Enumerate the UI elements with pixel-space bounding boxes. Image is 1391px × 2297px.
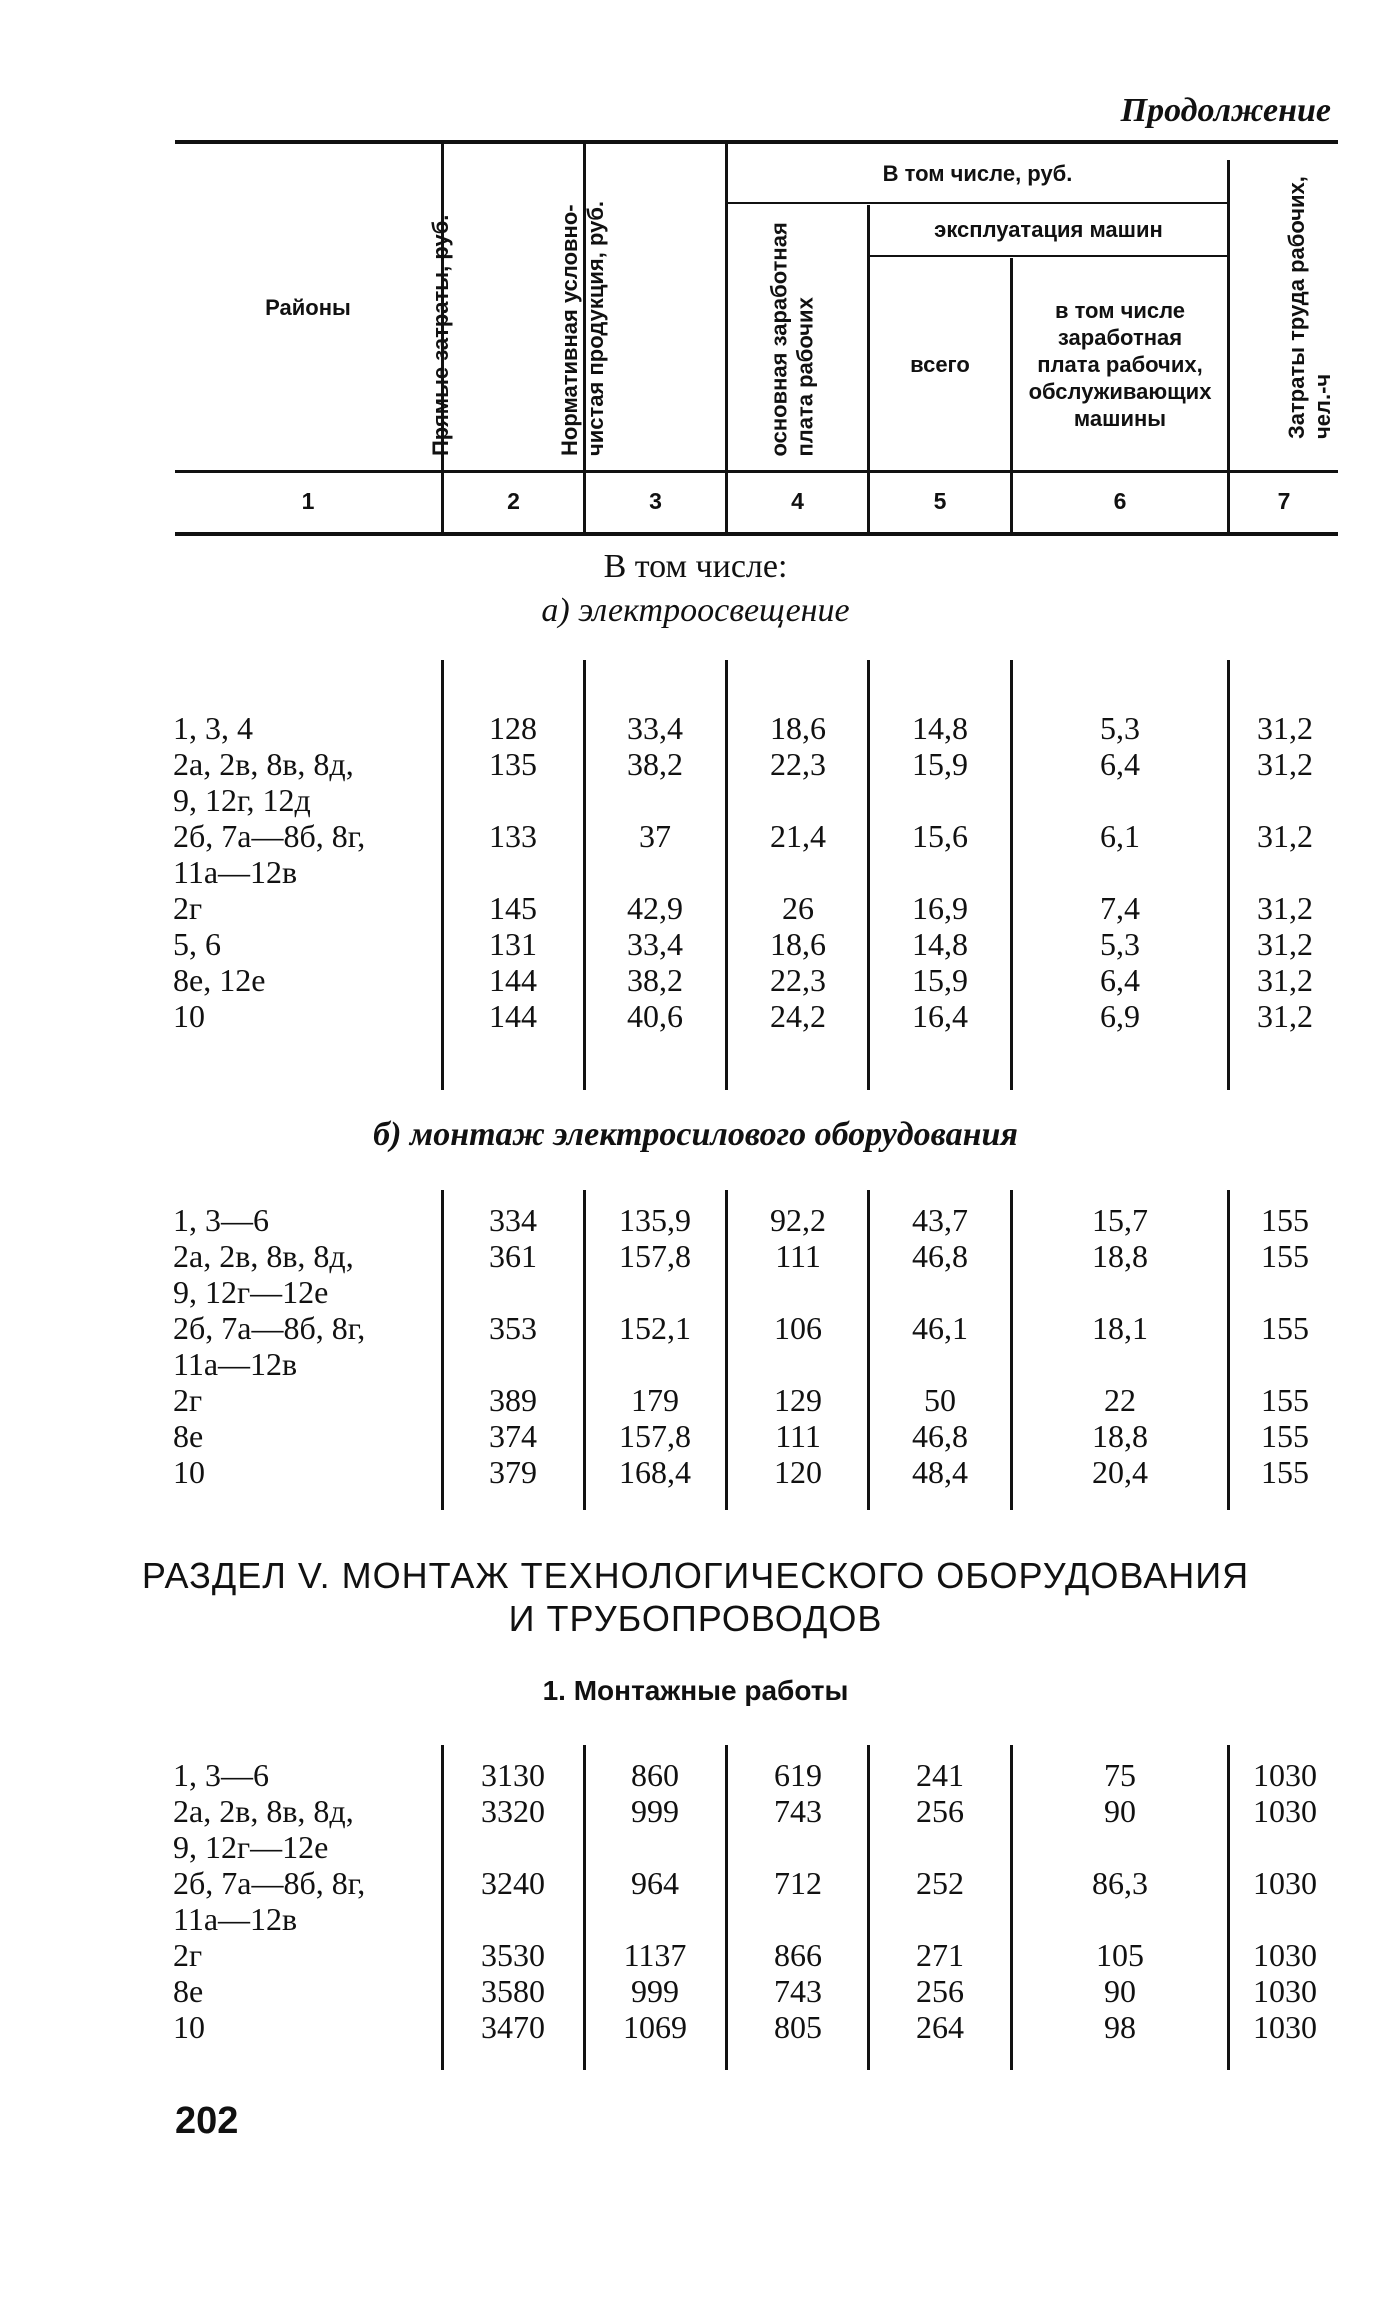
col-number: 3 xyxy=(649,488,662,514)
region-name: 2б, 7а—8б, 8г, xyxy=(173,1865,366,1901)
region-name: 8е xyxy=(173,1973,204,2009)
table-cell: 135,9 xyxy=(619,1202,691,1238)
table-cell: 33,4 xyxy=(627,710,683,746)
table-cell: 964 xyxy=(631,1865,679,1901)
table-cell: 105 xyxy=(1096,1937,1144,1973)
table-cell: 15,9 xyxy=(912,746,968,782)
table-cell: 22,3 xyxy=(770,962,826,998)
table-cell: 5,3 xyxy=(1100,926,1140,962)
table-cell: 133 xyxy=(489,818,537,854)
table-cell: 18,8 xyxy=(1092,1238,1148,1274)
table-cell: 3320 xyxy=(481,1793,545,1829)
col-header-machine-wages: в том числе заработная плата рабочих, обслуживающих машины xyxy=(1028,297,1212,431)
column-divider xyxy=(441,1190,444,1510)
table-cell: 31,2 xyxy=(1257,926,1313,962)
section-v-subtitle: 1. Монтажные работы xyxy=(542,1675,849,1706)
col-number: 5 xyxy=(933,488,947,514)
table-cell: 860 xyxy=(631,1757,679,1793)
table-cell: 75 xyxy=(1104,1757,1136,1793)
continuation-label: Продолжение xyxy=(1120,92,1331,129)
table-cell: 3130 xyxy=(481,1757,545,1793)
table-cell: 389 xyxy=(489,1382,537,1418)
region-name: 2б, 7а—8б, 8г, xyxy=(173,818,366,854)
region-name: 2г xyxy=(173,1382,203,1418)
col-group-incl: В том числе, руб. xyxy=(882,160,1073,186)
table-cell: 20,4 xyxy=(1092,1454,1148,1490)
table-cell: 361 xyxy=(489,1238,537,1274)
table-cell: 144 xyxy=(489,998,537,1034)
table-cell: 264 xyxy=(916,2009,964,2045)
table-cell: 155 xyxy=(1261,1454,1309,1490)
table-cell: 1137 xyxy=(623,1937,687,1973)
table-cell: 374 xyxy=(489,1418,537,1454)
region-name: 8е, 12е xyxy=(173,962,266,998)
table-cell: 111 xyxy=(775,1418,821,1454)
column-divider xyxy=(867,1190,870,1510)
col-header-base-wages: основная заработная плата рабочих xyxy=(766,222,818,457)
table-cell: 90 xyxy=(1104,1973,1136,2009)
table-cell: 31,2 xyxy=(1257,998,1313,1034)
table-cell: 157,8 xyxy=(619,1418,691,1454)
table-cell: 1030 xyxy=(1253,1865,1317,1901)
table-cell: 106 xyxy=(774,1310,822,1346)
table-cell: 31,2 xyxy=(1257,962,1313,998)
col-number: 7 xyxy=(1277,488,1291,514)
table-cell: 619 xyxy=(774,1757,822,1793)
col-number: 1 xyxy=(301,488,315,514)
table-cell: 40,6 xyxy=(627,998,683,1034)
table-section-v xyxy=(0,1745,1391,2070)
table-cell: 14,8 xyxy=(912,710,968,746)
table-cell: 42,9 xyxy=(627,890,683,926)
divider xyxy=(1227,160,1230,532)
table-cell: 15,7 xyxy=(1092,1202,1148,1238)
table-cell: 3530 xyxy=(481,1937,545,1973)
table-cell: 712 xyxy=(774,1865,822,1901)
table-cell: 256 xyxy=(916,1793,964,1829)
table-cell: 111 xyxy=(775,1238,821,1274)
col-header-total: всего xyxy=(910,351,970,377)
column-divider xyxy=(1010,660,1013,1090)
table-cell: 252 xyxy=(916,1865,964,1901)
section-v-title-2: И ТРУБОПРОВОДОВ xyxy=(508,1598,883,1639)
table-cell: 155 xyxy=(1261,1202,1309,1238)
table-cell: 6,9 xyxy=(1100,998,1140,1034)
column-divider xyxy=(1010,1745,1013,2070)
table-cell: 866 xyxy=(774,1937,822,1973)
region-name: 10 xyxy=(173,1454,205,1490)
table-cell: 256 xyxy=(916,1973,964,2009)
table-cell: 3580 xyxy=(481,1973,545,2009)
table-cell: 48,4 xyxy=(912,1454,968,1490)
table-cell: 155 xyxy=(1261,1418,1309,1454)
table-cell: 18,1 xyxy=(1092,1310,1148,1346)
table-cell: 38,2 xyxy=(627,746,683,782)
region-name: 1, 3—6 xyxy=(173,1757,269,1793)
col-header-regions: Районы xyxy=(265,294,351,320)
region-name: 2г xyxy=(173,890,203,926)
region-name: 2б, 7а—8б, 8г, xyxy=(173,1310,366,1346)
table-cell: 18,6 xyxy=(770,710,826,746)
table-cell: 14,8 xyxy=(912,926,968,962)
table-cell: 15,6 xyxy=(912,818,968,854)
table-cell: 22,3 xyxy=(770,746,826,782)
region-name: 2а, 2в, 8в, 8д, xyxy=(173,1238,354,1274)
table-cell: 1030 xyxy=(1253,2009,1317,2045)
table-cell: 152,1 xyxy=(619,1310,691,1346)
region-name: 1, 3—6 xyxy=(173,1202,269,1238)
table-cell: 999 xyxy=(631,1793,679,1829)
region-name: 1, 3, 4 xyxy=(173,710,253,746)
table-cell: 92,2 xyxy=(770,1202,826,1238)
table-cell: 5,3 xyxy=(1100,710,1140,746)
table-cell: 179 xyxy=(631,1382,679,1418)
table-cell: 46,8 xyxy=(912,1418,968,1454)
table-cell: 16,4 xyxy=(912,998,968,1034)
table-cell: 31,2 xyxy=(1257,818,1313,854)
table-cell: 271 xyxy=(916,1937,964,1973)
section-v-title: РАЗДЕЛ V. МОНТАЖ ТЕХНОЛОГИЧЕСКОГО ОБОРУДОВАНИЯ xyxy=(141,1555,1250,1596)
column-divider xyxy=(583,1190,586,1510)
column-divider xyxy=(867,660,870,1090)
table-cell: 22 xyxy=(1104,1382,1136,1418)
region-name: 2а, 2в, 8в, 8д, xyxy=(173,746,354,782)
col-number: 4 xyxy=(791,488,804,514)
subgroup-rule xyxy=(870,255,1227,257)
table-cell: 743 xyxy=(774,1973,822,2009)
region-name: 9, 12г—12е xyxy=(173,1829,329,1865)
table-cell: 31,2 xyxy=(1257,890,1313,926)
table-section-a xyxy=(0,660,1391,1090)
col-header-normative-product: Нормативная условно-чистая продукция, руб. xyxy=(557,200,608,456)
table-cell: 135 xyxy=(489,746,537,782)
numbers-rule xyxy=(175,532,1338,536)
table-cell: 86,3 xyxy=(1092,1865,1148,1901)
region-name: 5, 6 xyxy=(173,926,221,962)
table-cell: 24,2 xyxy=(770,998,826,1034)
region-name: 11а—12в xyxy=(173,1901,298,1937)
region-name: 9, 12г, 12д xyxy=(173,782,311,818)
table-cell: 18,6 xyxy=(770,926,826,962)
table-cell: 16,9 xyxy=(912,890,968,926)
column-divider xyxy=(1010,1190,1013,1510)
table-cell: 26 xyxy=(782,890,814,926)
region-name: 2а, 2в, 8в, 8д, xyxy=(173,1793,354,1829)
table-cell: 155 xyxy=(1261,1238,1309,1274)
table-cell: 31,2 xyxy=(1257,746,1313,782)
table-cell: 6,1 xyxy=(1100,818,1140,854)
table-cell: 353 xyxy=(489,1310,537,1346)
col-number: 6 xyxy=(1113,488,1127,514)
table-cell: 1030 xyxy=(1253,1793,1317,1829)
table-cell: 6,4 xyxy=(1100,962,1140,998)
region-name: 9, 12г—12е xyxy=(173,1274,329,1310)
table-cell: 7,4 xyxy=(1100,890,1140,926)
table-cell: 1030 xyxy=(1253,1973,1317,2009)
column-divider xyxy=(441,1745,444,2070)
table-cell: 131 xyxy=(489,926,537,962)
table-cell: 98 xyxy=(1104,2009,1136,2045)
column-divider xyxy=(441,660,444,1090)
section-intro: В том числе: xyxy=(603,548,788,585)
section-b-title: б) монтаж электросилового оборудования xyxy=(373,1116,1018,1153)
table-cell: 1030 xyxy=(1253,1757,1317,1793)
col-header-labor: Затраты труда рабочих, чел.-ч xyxy=(1284,176,1335,439)
table-cell: 157,8 xyxy=(619,1238,691,1274)
table-cell: 31,2 xyxy=(1257,710,1313,746)
table-cell: 33,4 xyxy=(627,926,683,962)
region-name: 2г xyxy=(173,1937,203,1973)
region-name: 8е xyxy=(173,1418,204,1454)
region-name: 10 xyxy=(173,2009,205,2045)
column-divider xyxy=(725,1190,728,1510)
table-cell: 3240 xyxy=(481,1865,545,1901)
table-cell: 3470 xyxy=(481,2009,545,2045)
table-cell: 6,4 xyxy=(1100,746,1140,782)
table-cell: 18,8 xyxy=(1092,1418,1148,1454)
table-cell: 46,1 xyxy=(912,1310,968,1346)
table-cell: 120 xyxy=(774,1454,822,1490)
table-cell: 21,4 xyxy=(770,818,826,854)
table-cell: 999 xyxy=(631,1973,679,2009)
column-divider xyxy=(725,1745,728,2070)
region-name: 11а—12в xyxy=(173,1346,298,1382)
table-cell: 145 xyxy=(489,890,537,926)
table-cell: 129 xyxy=(774,1382,822,1418)
table-cell: 379 xyxy=(489,1454,537,1490)
table-cell: 168,4 xyxy=(619,1454,691,1490)
section-a-title: а) электроосвещение xyxy=(541,592,850,629)
table-cell: 155 xyxy=(1261,1310,1309,1346)
table-cell: 46,8 xyxy=(912,1238,968,1274)
table-cell: 15,9 xyxy=(912,962,968,998)
table-cell: 1030 xyxy=(1253,1937,1317,1973)
column-divider xyxy=(867,1745,870,2070)
table-cell: 90 xyxy=(1104,1793,1136,1829)
table-cell: 155 xyxy=(1261,1382,1309,1418)
table-cell: 1069 xyxy=(623,2009,687,2045)
page-number: 202 xyxy=(175,2100,239,2142)
col-header-direct-costs: Прямые затраты, руб. xyxy=(428,214,453,456)
col-subgroup-machines: эксплуатация машин xyxy=(934,217,1163,242)
table-section-b xyxy=(0,1190,1391,1510)
region-name: 11а—12в xyxy=(173,854,298,890)
table-cell: 334 xyxy=(489,1202,537,1238)
table-cell: 743 xyxy=(774,1793,822,1829)
table-cell: 241 xyxy=(916,1757,964,1793)
column-divider xyxy=(725,660,728,1090)
table-cell: 38,2 xyxy=(627,962,683,998)
column-divider xyxy=(583,660,586,1090)
col-number: 2 xyxy=(507,488,520,514)
table-cell: 37 xyxy=(639,818,671,854)
table-cell: 805 xyxy=(774,2009,822,2045)
table-cell: 43,7 xyxy=(912,1202,968,1238)
table-cell: 50 xyxy=(924,1382,956,1418)
table-cell: 144 xyxy=(489,962,537,998)
table-cell: 128 xyxy=(489,710,537,746)
column-divider xyxy=(583,1745,586,2070)
region-name: 10 xyxy=(173,998,205,1034)
